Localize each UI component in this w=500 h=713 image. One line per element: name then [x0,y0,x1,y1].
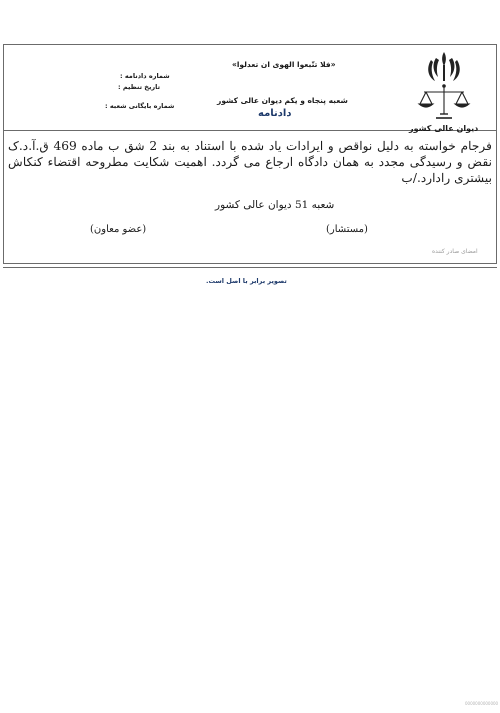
signature-member: (عضو معاون) [90,224,147,235]
signature-advisor: (مستشار) [326,224,368,235]
decision-body-text: فرجام خواسته به دلیل نواقص و ایرادات یاد شده با استناد به بند 2 شق ب ماده 469 ق.آ.د.ک نقض و رسیدگی مجدد به همان دادگاه ارجاع می گردد. اهمیت شکایت مطروحه اقتضاء کنکاش بیشتری رادارد./ب [8,139,492,185]
branch-line: شعبه پنجاه و یکم دیوان عالی کشور [217,96,348,105]
issue-date-label: تاریخ تنظیم : [118,83,161,91]
decision-number-label: شماره دادنامه : [120,72,170,80]
archive-number-label: شماره بایگانی شعبه : [105,102,175,110]
footer-code: 0000000000000 [465,701,499,706]
iran-emblem-scales-icon [414,48,474,124]
signature-branch: شعبه 51 دیوان عالی کشور [215,199,335,211]
doc-title: دادنامه [258,108,292,119]
copy-note-divider [3,267,497,268]
issuer-signature-label: امضای صادر کننده [432,248,478,255]
quranic-verse: «فلا تتّبعوا الهوی ان تعدلوا» [232,60,336,69]
copy-certification-note: تصویر برابر با اصل است. [206,277,287,285]
court-name: دیوان عالی کشور [409,124,479,133]
